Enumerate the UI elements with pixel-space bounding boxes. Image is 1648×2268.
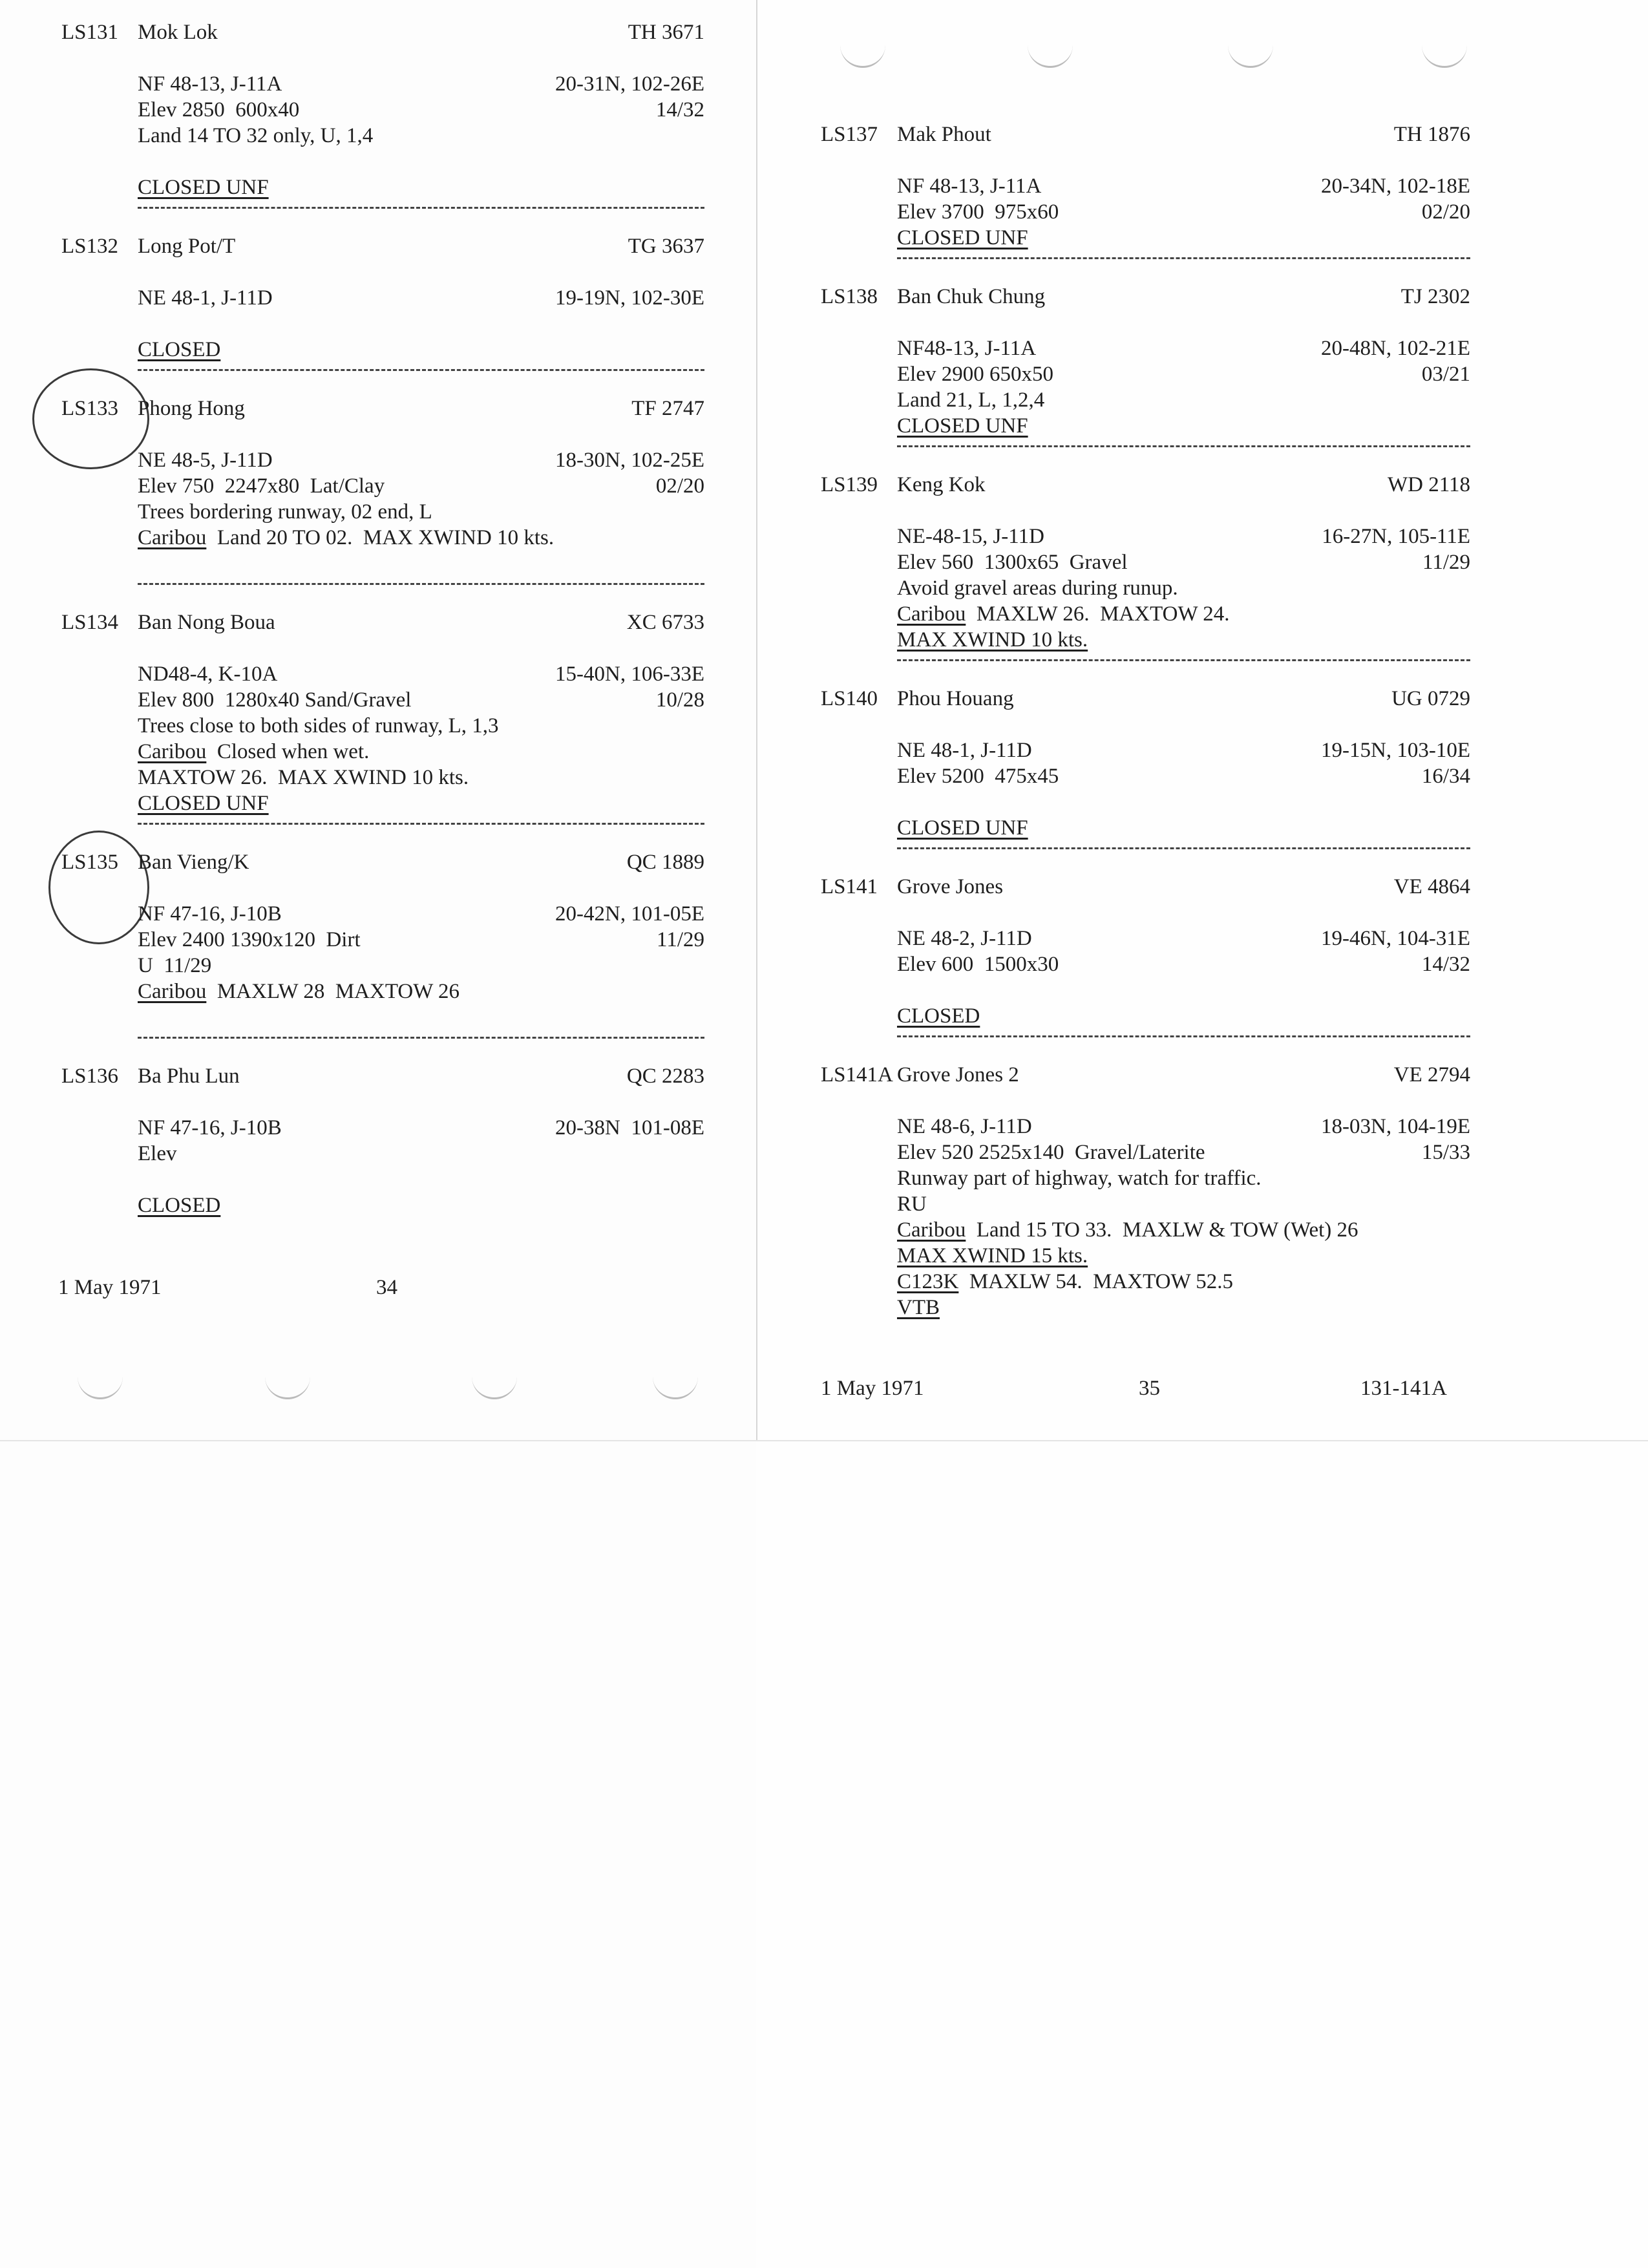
detail-text: Elev 3700 975x60 xyxy=(897,200,1059,224)
aircraft-limits: MAXLW 28 MAXTOW 26 xyxy=(206,980,460,1003)
site-header xyxy=(61,609,704,635)
detail-line xyxy=(138,1115,704,1141)
detail-value: 18-30N, 102-25E xyxy=(555,449,704,472)
detail-line xyxy=(138,927,704,953)
site-header xyxy=(821,122,1470,147)
detail-text: Elev 560 1300x65 Gravel xyxy=(897,551,1128,574)
site-header xyxy=(821,686,1470,712)
aircraft-line xyxy=(897,601,1470,627)
detail-value: 19-46N, 104-31E xyxy=(1321,927,1470,950)
detail-line xyxy=(138,901,704,927)
footer-page-number: 34 xyxy=(376,1276,397,1299)
detail-text: Elev 2400 1390x120 Dirt xyxy=(138,928,361,951)
status-badge: CLOSED UNF xyxy=(138,176,269,199)
grid-reference: TG 3637 xyxy=(628,235,704,258)
dashed-separator xyxy=(897,847,1470,862)
detail-text: Elev 520 2525x140 Gravel/Laterite xyxy=(897,1141,1205,1164)
detail-text: Elev 5200 475x45 xyxy=(897,765,1059,788)
status-line xyxy=(897,1003,1470,1029)
site-name: Mok Lok xyxy=(138,21,218,44)
detail-line xyxy=(897,361,1470,387)
detail-value: 20-48N, 102-21E xyxy=(1321,337,1470,360)
detail-text: NF 47-16, J-10B xyxy=(138,902,282,926)
detail-value: 10/28 xyxy=(655,688,704,712)
grid-reference: UG 0729 xyxy=(1391,687,1470,710)
detail-text: U 11/29 xyxy=(138,954,212,977)
status-badge: CLOSED xyxy=(138,1194,221,1217)
site-name: Ban Nong Boua xyxy=(138,611,275,634)
status-line xyxy=(897,1295,1470,1320)
dashed-separator xyxy=(897,257,1470,272)
dashed-separator xyxy=(138,1037,704,1052)
detail-line xyxy=(138,123,704,149)
status-badge: CLOSED UNF xyxy=(897,226,1028,249)
detail-text: Trees bordering runway, 02 end, L xyxy=(138,500,432,524)
detail-value: 15/33 xyxy=(1421,1141,1470,1164)
site-code: LS137 xyxy=(821,123,878,146)
detail-line xyxy=(897,1165,1470,1191)
detail-text: NE 48-1, J-11D xyxy=(897,739,1032,762)
site-name: Grove Jones 2 xyxy=(897,1063,1019,1086)
site-details xyxy=(61,447,704,577)
site-code: LS139 xyxy=(821,473,878,496)
detail-text: NE 48-5, J-11D xyxy=(138,449,273,472)
grid-reference: XC 6733 xyxy=(626,611,704,634)
detail-line xyxy=(897,951,1470,977)
grid-reference: TJ 2302 xyxy=(1400,285,1470,308)
detail-text: Elev 600 1500x30 xyxy=(897,953,1059,976)
aircraft-type: C123K xyxy=(897,1270,959,1293)
dashed-separator xyxy=(138,369,704,384)
grid-reference: WD 2118 xyxy=(1387,473,1470,496)
detail-text: Elev 2900 650x50 xyxy=(897,363,1053,386)
detail-line xyxy=(897,549,1470,575)
grid-reference: VE 4864 xyxy=(1393,875,1470,898)
aircraft-line xyxy=(138,525,704,551)
site-entry xyxy=(821,686,1470,862)
detail-line xyxy=(138,97,704,123)
site-code: LS133 xyxy=(61,397,119,420)
detail-line xyxy=(138,473,704,499)
detail-line xyxy=(897,387,1470,413)
detail-text: NF 47-16, J-10B xyxy=(138,1116,282,1139)
status-badge: CLOSED UNF xyxy=(897,414,1028,438)
site-code: LS134 xyxy=(61,611,119,634)
detail-text: Elev 2850 600x40 xyxy=(138,98,300,122)
limits-line xyxy=(897,1243,1470,1269)
site-name: Long Pot/T xyxy=(138,235,236,258)
detail-line xyxy=(138,447,704,473)
aircraft-limits: Land 15 TO 33. MAXLW & TOW (Wet) 26 xyxy=(966,1218,1358,1242)
grid-reference: VE 2794 xyxy=(1393,1063,1470,1086)
detail-text: Elev 800 1280x40 Sand/Gravel xyxy=(138,688,412,712)
site-header xyxy=(61,19,704,45)
site-name: Grove Jones xyxy=(897,875,1004,898)
site-code: LS141A xyxy=(821,1063,893,1086)
site-entry xyxy=(821,1062,1470,1320)
status-line xyxy=(897,815,1470,841)
detail-line xyxy=(897,575,1470,601)
detail-value: 20-38N 101-08E xyxy=(555,1116,704,1139)
aircraft-limits: Land 20 TO 02. MAX XWIND 10 kts. xyxy=(206,526,555,549)
status-badge: VTB xyxy=(897,1296,940,1319)
site-name: Ban Vieng/K xyxy=(138,851,249,874)
detail-value: 03/21 xyxy=(1421,363,1470,386)
spacer xyxy=(138,149,704,175)
detail-line xyxy=(138,713,704,739)
spacer xyxy=(138,551,704,577)
site-entry xyxy=(61,609,704,838)
site-name: Ba Phu Lun xyxy=(138,1065,240,1088)
site-entry xyxy=(61,1063,704,1218)
detail-text: Elev 750 2247x80 Lat/Clay xyxy=(138,474,385,498)
status-badge: CLOSED xyxy=(138,338,221,361)
site-entry xyxy=(61,849,704,1052)
detail-value: 11/29 xyxy=(1422,551,1470,574)
detail-line xyxy=(897,335,1470,361)
detail-line xyxy=(897,524,1470,549)
limits-line xyxy=(897,627,1470,653)
status-badge: CLOSED UNF xyxy=(897,816,1028,840)
spacer xyxy=(897,977,1470,1003)
aircraft-limits: MAXLW 54. MAXTOW 52.5 xyxy=(958,1270,1234,1293)
limits-text: MAX XWIND 10 kts. xyxy=(897,628,1088,652)
limits-line xyxy=(138,765,704,790)
limits-text: MAX XWIND 15 kts. xyxy=(897,1244,1088,1267)
site-details xyxy=(821,926,1470,1029)
detail-value: 19-19N, 102-30E xyxy=(555,286,704,310)
spacer xyxy=(138,311,704,337)
site-details xyxy=(61,901,704,1030)
site-entry xyxy=(61,396,704,598)
scan-edge xyxy=(0,1440,1648,1441)
aircraft-type: Caribou xyxy=(138,980,207,1003)
detail-value: 02/20 xyxy=(655,474,704,498)
site-code: LS135 xyxy=(61,851,119,874)
detail-text: Elev xyxy=(138,1142,177,1165)
detail-text: Trees close to both sides of runway, L, 1,3 xyxy=(138,714,499,737)
detail-line xyxy=(138,953,704,979)
detail-value: 16-27N, 105-11E xyxy=(1322,525,1470,548)
site-details xyxy=(61,285,704,363)
site-code: LS141 xyxy=(821,875,878,898)
site-details xyxy=(61,71,704,200)
status-line xyxy=(897,413,1470,439)
detail-text: Avoid gravel areas during runup. xyxy=(897,577,1178,600)
detail-line xyxy=(138,661,704,687)
footer-page-number: 35 xyxy=(1139,1377,1160,1400)
site-header xyxy=(821,874,1470,900)
dashed-separator xyxy=(138,583,704,598)
status-badge: CLOSED UNF xyxy=(138,792,269,815)
detail-text: NF48-13, J-11A xyxy=(897,337,1037,360)
site-name: Keng Kok xyxy=(897,473,986,496)
dashed-separator xyxy=(897,445,1470,460)
aircraft-line xyxy=(138,739,704,765)
site-entry xyxy=(821,284,1470,460)
detail-value: 16/34 xyxy=(1421,765,1470,788)
site-details xyxy=(821,737,1470,841)
detail-line xyxy=(897,1191,1470,1217)
detail-text: Land 21, L, 1,2,4 xyxy=(897,388,1045,412)
site-details xyxy=(61,661,704,816)
site-header xyxy=(61,233,704,259)
aircraft-limits: MAXLW 26. MAXTOW 24. xyxy=(966,602,1230,626)
detail-text: NE 48-6, J-11D xyxy=(897,1115,1032,1138)
detail-value: 20-34N, 102-18E xyxy=(1321,175,1470,198)
site-header xyxy=(821,284,1470,310)
aircraft-type: Caribou xyxy=(897,602,966,626)
footer-date: 1 May 1971 xyxy=(821,1377,924,1400)
site-details xyxy=(821,335,1470,439)
site-header xyxy=(61,396,704,421)
status-line xyxy=(138,1192,704,1218)
detail-value: 11/29 xyxy=(657,928,704,951)
detail-line xyxy=(897,1139,1470,1165)
aircraft-type: Caribou xyxy=(897,1218,966,1242)
status-line xyxy=(138,175,704,200)
grid-reference: TF 2747 xyxy=(631,397,704,420)
aircraft-line xyxy=(897,1269,1470,1295)
site-name: Ban Chuk Chung xyxy=(897,285,1046,308)
detail-line xyxy=(897,199,1470,225)
site-details xyxy=(821,524,1470,653)
detail-line xyxy=(897,173,1470,199)
detail-text: Land 14 TO 32 only, U, 1,4 xyxy=(138,124,374,147)
detail-text: Runway part of highway, watch for traffic. xyxy=(897,1167,1262,1190)
status-badge: CLOSED xyxy=(897,1004,980,1028)
grid-reference: TH 3671 xyxy=(628,21,704,44)
site-entry xyxy=(821,472,1470,674)
dashed-separator xyxy=(138,207,704,222)
detail-value: 19-15N, 103-10E xyxy=(1321,739,1470,762)
detail-value: 14/32 xyxy=(1421,953,1470,976)
site-details xyxy=(61,1115,704,1218)
page-divider xyxy=(756,0,757,1441)
detail-value: 20-42N, 101-05E xyxy=(555,902,704,926)
spacer xyxy=(138,1004,704,1030)
footer-date: 1 May 1971 xyxy=(58,1276,162,1299)
footer-range: 131-141A xyxy=(1360,1377,1447,1400)
detail-value: 15-40N, 106-33E xyxy=(555,662,704,686)
detail-value: 18-03N, 104-19E xyxy=(1321,1115,1470,1138)
dashed-separator xyxy=(897,1035,1470,1050)
site-code: LS131 xyxy=(61,21,119,44)
site-header xyxy=(821,1062,1470,1088)
detail-text: NE 48-1, J-11D xyxy=(138,286,273,310)
detail-text: RU xyxy=(897,1192,927,1216)
left-column xyxy=(61,19,704,1230)
site-code: LS140 xyxy=(821,687,878,710)
aircraft-line xyxy=(138,979,704,1004)
detail-line xyxy=(897,1114,1470,1139)
dashed-separator xyxy=(138,823,704,838)
detail-value: 02/20 xyxy=(1421,200,1470,224)
detail-line xyxy=(897,926,1470,951)
status-line xyxy=(138,337,704,363)
detail-text: NF 48-13, J-11A xyxy=(897,175,1042,198)
site-entry xyxy=(61,19,704,222)
site-entry xyxy=(821,122,1470,272)
grid-reference: QC 2283 xyxy=(626,1065,704,1088)
site-name: Phou Houang xyxy=(897,687,1014,710)
aircraft-type: Caribou xyxy=(138,740,207,763)
detail-line xyxy=(138,499,704,525)
right-column xyxy=(821,122,1470,1332)
grid-reference: QC 1889 xyxy=(626,851,704,874)
limits-text: MAXTOW 26. MAX XWIND 10 kts. xyxy=(138,766,469,789)
spacer xyxy=(897,789,1470,815)
aircraft-limits: Closed when wet. xyxy=(206,740,370,763)
site-header xyxy=(821,472,1470,498)
site-code: LS132 xyxy=(61,235,119,258)
site-details xyxy=(821,173,1470,251)
site-name: Phong Hong xyxy=(138,397,245,420)
dashed-separator xyxy=(897,659,1470,674)
status-line xyxy=(138,790,704,816)
site-name: Mak Phout xyxy=(897,123,991,146)
detail-text: NE 48-2, J-11D xyxy=(897,927,1032,950)
grid-reference: TH 1876 xyxy=(1393,123,1470,146)
detail-text: NF 48-13, J-11A xyxy=(138,72,282,96)
detail-line xyxy=(897,763,1470,789)
aircraft-type: Caribou xyxy=(138,526,207,549)
site-code: LS138 xyxy=(821,285,878,308)
site-details xyxy=(821,1114,1470,1320)
site-header xyxy=(61,1063,704,1089)
site-header xyxy=(61,849,704,875)
detail-value: 14/32 xyxy=(655,98,704,122)
spacer xyxy=(138,1167,704,1192)
site-code: LS136 xyxy=(61,1065,119,1088)
site-entry xyxy=(61,233,704,384)
status-line xyxy=(897,225,1470,251)
aircraft-line xyxy=(897,1217,1470,1243)
detail-line xyxy=(138,71,704,97)
detail-value: 20-31N, 102-26E xyxy=(555,72,704,96)
detail-line xyxy=(897,737,1470,763)
detail-text: ND48-4, K-10A xyxy=(138,662,278,686)
detail-line xyxy=(138,687,704,713)
detail-text: NE-48-15, J-11D xyxy=(897,525,1044,548)
detail-line xyxy=(138,1141,704,1167)
site-entry xyxy=(821,874,1470,1050)
detail-line xyxy=(138,285,704,311)
